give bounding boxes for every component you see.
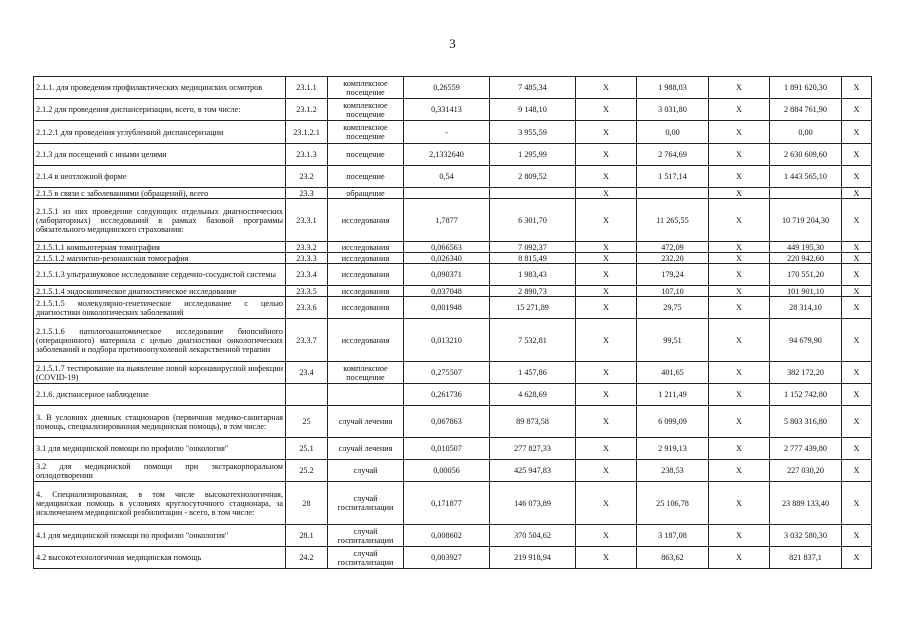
row-unit: комплексное посещение <box>328 121 404 144</box>
row-x2: X <box>709 460 770 482</box>
row-sum: 101 901,10 <box>770 286 842 297</box>
row-code: 23.3.2 <box>286 242 328 253</box>
row-x3: X <box>842 460 872 482</box>
row-sum: 2 630 609,60 <box>770 144 842 166</box>
row-unit: случай госпитализации <box>328 547 404 569</box>
row-x2: X <box>709 547 770 569</box>
row-norm: - <box>404 121 490 144</box>
row-x3: X <box>842 188 872 199</box>
row-unit: обращение <box>328 188 404 199</box>
row-norm: 0,26559 <box>404 77 490 99</box>
row-norm: 0,037048 <box>404 286 490 297</box>
row-unit: посещение <box>328 144 404 166</box>
row-name: 2.1.2 для проведения диспансеризации, всего, в том числе: <box>34 99 286 121</box>
page-number: 3 <box>449 36 456 51</box>
row-name: 3. В условиях дневных стационаров (первичная медико-санитарная помощь, специализированная медицинская помощь), в том числе: <box>34 406 286 438</box>
row-name: 2.1.2.1 для проведения углубленной диспансеризации <box>34 121 286 144</box>
row-code: 23.4 <box>286 362 328 384</box>
row-volume: 2 919,13 <box>637 438 709 460</box>
row-norm: 0,066563 <box>404 242 490 253</box>
row-norm <box>404 188 490 199</box>
row-name: 3.2 для медицинской помощи при экстракорпоральном оплодотворении <box>34 460 286 482</box>
row-x1: X <box>576 297 637 319</box>
row-cost: 277 827,33 <box>490 438 576 460</box>
row-code: 23.3.6 <box>286 297 328 319</box>
row-code: 23.2 <box>286 166 328 188</box>
row-unit: посещение <box>328 166 404 188</box>
row-norm: 2,1332640 <box>404 144 490 166</box>
row-sum: 3 032 580,30 <box>770 525 842 547</box>
row-volume: 3 187,08 <box>637 525 709 547</box>
row-code: 23.1.2.1 <box>286 121 328 144</box>
row-volume: 401,65 <box>637 362 709 384</box>
row-x2: X <box>709 121 770 144</box>
row-volume: 29,75 <box>637 297 709 319</box>
table-row <box>34 547 872 569</box>
row-norm: 0,026340 <box>404 253 490 264</box>
table-row <box>34 286 872 297</box>
row-cost: 8 815,49 <box>490 253 576 264</box>
row-name: 4.2 высокотехнологичная медицинская помощь <box>34 547 286 569</box>
row-x2: X <box>709 297 770 319</box>
row-volume: 863,62 <box>637 547 709 569</box>
row-x1: X <box>576 242 637 253</box>
row-cost: 425 947,83 <box>490 460 576 482</box>
table-row <box>34 525 872 547</box>
row-code: 23.3.1 <box>286 199 328 242</box>
row-x3: X <box>842 242 872 253</box>
row-name: 2.1.3 для посещений с иными целями <box>34 144 286 166</box>
row-x3: X <box>842 144 872 166</box>
row-sum: 382 172,20 <box>770 362 842 384</box>
row-name: 4.1 для медицинской помощи по профилю "онкология" <box>34 525 286 547</box>
row-norm: 0,008602 <box>404 525 490 547</box>
row-volume: 1 517,14 <box>637 166 709 188</box>
row-x1: X <box>576 547 637 569</box>
row-unit <box>328 384 404 406</box>
table-row <box>34 384 872 406</box>
table-row <box>34 297 872 319</box>
row-sum: 1 443 565,10 <box>770 166 842 188</box>
table-row <box>34 144 872 166</box>
row-unit: исследования <box>328 253 404 264</box>
row-x1: X <box>576 406 637 438</box>
row-unit: исследования <box>328 264 404 286</box>
table-row <box>34 460 872 482</box>
row-unit: комплексное посещение <box>328 77 404 99</box>
row-sum: 170 551,20 <box>770 264 842 286</box>
row-cost: 146 073,89 <box>490 482 576 525</box>
row-volume: 3 031,80 <box>637 99 709 121</box>
row-norm: 0,331413 <box>404 99 490 121</box>
row-volume: 2 764,69 <box>637 144 709 166</box>
row-code: 23.3.3 <box>286 253 328 264</box>
table-row <box>34 264 872 286</box>
row-name: 2.1.5.1 из них проведение следующих отдельных диагностических (лабораторных) исследований в рамках базовой программы обязательного медицинского страхования: <box>34 199 286 242</box>
row-code: 23.3.4 <box>286 264 328 286</box>
row-name: 2.1.5 в связи с заболеваниями (обращений), всего <box>34 188 286 199</box>
row-volume: 232,20 <box>637 253 709 264</box>
row-volume: 25 106,78 <box>637 482 709 525</box>
row-name: 2.1.4 в неотложной форме <box>34 166 286 188</box>
row-x3: X <box>842 362 872 384</box>
row-norm: 0,275507 <box>404 362 490 384</box>
row-sum <box>770 188 842 199</box>
row-x2: X <box>709 199 770 242</box>
row-cost: 89 873,58 <box>490 406 576 438</box>
row-sum: 0,00 <box>770 121 842 144</box>
row-x1: X <box>576 460 637 482</box>
row-sum: 227 030,20 <box>770 460 842 482</box>
row-norm: 0,003927 <box>404 547 490 569</box>
row-x1: X <box>576 144 637 166</box>
row-cost: 3 955,59 <box>490 121 576 144</box>
row-name: 3.1 для медицинской помощи по профилю "онкология" <box>34 438 286 460</box>
row-x1: X <box>576 77 637 99</box>
row-x3: X <box>842 297 872 319</box>
row-code: 23.3.5 <box>286 286 328 297</box>
row-name: 2.1.5.1.1 компьютерная томография <box>34 242 286 253</box>
row-norm: 0,090371 <box>404 264 490 286</box>
row-volume: 238,53 <box>637 460 709 482</box>
row-x3: X <box>842 482 872 525</box>
row-code: 23.3 <box>286 188 328 199</box>
row-name: 2.1.5.1.5 молекулярно-генетическое исследование с целью диагностики онкологических заболеваний <box>34 297 286 319</box>
row-cost: 2 890,73 <box>490 286 576 297</box>
row-x3: X <box>842 384 872 406</box>
row-norm: 0,001948 <box>404 297 490 319</box>
table-row <box>34 319 872 362</box>
row-x1: X <box>576 99 637 121</box>
row-x2: X <box>709 406 770 438</box>
row-x2: X <box>709 77 770 99</box>
row-volume: 11 265,55 <box>637 199 709 242</box>
row-x1: X <box>576 199 637 242</box>
row-volume: 0,00 <box>637 121 709 144</box>
row-unit: случай <box>328 460 404 482</box>
row-cost: 1 295,99 <box>490 144 576 166</box>
row-x3: X <box>842 253 872 264</box>
table-row <box>34 166 872 188</box>
row-sum: 5 803 316,80 <box>770 406 842 438</box>
row-cost: 4 628,69 <box>490 384 576 406</box>
row-code: 28 <box>286 482 328 525</box>
row-code: 23.1.1 <box>286 77 328 99</box>
row-volume <box>637 188 709 199</box>
row-code: 24.2 <box>286 547 328 569</box>
row-sum: 220 942,60 <box>770 253 842 264</box>
row-unit: комплексное посещение <box>328 99 404 121</box>
row-x2: X <box>709 144 770 166</box>
row-cost: 7 092,37 <box>490 242 576 253</box>
row-cost: 370 504,62 <box>490 525 576 547</box>
row-x2: X <box>709 264 770 286</box>
row-x3: X <box>842 199 872 242</box>
table-row <box>34 406 872 438</box>
row-norm: 0,067863 <box>404 406 490 438</box>
row-sum: 28 314,10 <box>770 297 842 319</box>
row-unit: комплексное посещение <box>328 362 404 384</box>
table-row <box>34 199 872 242</box>
row-unit: исследования <box>328 297 404 319</box>
row-x3: X <box>842 406 872 438</box>
tariff-table <box>33 76 872 569</box>
row-x1: X <box>576 253 637 264</box>
row-code: 23.1.2 <box>286 99 328 121</box>
row-code: 28.1 <box>286 525 328 547</box>
row-unit: исследования <box>328 319 404 362</box>
row-unit: исследования <box>328 286 404 297</box>
row-norm: 0,54 <box>404 166 490 188</box>
row-sum: 1 891 620,30 <box>770 77 842 99</box>
table-row <box>34 362 872 384</box>
row-sum: 449 195,30 <box>770 242 842 253</box>
row-name: 2.1.5.1.7 тестирование на выявление новой коронавирусной инфекции (COVID-19) <box>34 362 286 384</box>
row-cost: 1 457,86 <box>490 362 576 384</box>
row-x3: X <box>842 264 872 286</box>
row-x3: X <box>842 438 872 460</box>
table-row <box>34 253 872 264</box>
row-volume: 472,09 <box>637 242 709 253</box>
row-x2: X <box>709 482 770 525</box>
row-x2: X <box>709 525 770 547</box>
row-norm: 0,00056 <box>404 460 490 482</box>
row-name: 2.1.1. для проведения профилактических медицинских осмотров <box>34 77 286 99</box>
row-x2: X <box>709 99 770 121</box>
row-x3: X <box>842 99 872 121</box>
table-row <box>34 438 872 460</box>
row-cost: 7 485,34 <box>490 77 576 99</box>
row-x2: X <box>709 253 770 264</box>
row-code: 23.1.3 <box>286 144 328 166</box>
row-x3: X <box>842 121 872 144</box>
row-x1: X <box>576 438 637 460</box>
table-row <box>34 121 872 144</box>
row-sum: 94 679,90 <box>770 319 842 362</box>
row-cost <box>490 188 576 199</box>
row-x2: X <box>709 188 770 199</box>
row-x2: X <box>709 319 770 362</box>
row-cost: 9 148,10 <box>490 99 576 121</box>
row-name: 2.1.5.1.4 эндоскопическое диагностическое исследование <box>34 286 286 297</box>
row-x1: X <box>576 525 637 547</box>
row-cost: 219 918,94 <box>490 547 576 569</box>
row-name: 2.1.5.1.6 патологоанатомическое исследование биопсийного (операционного) материала с целью диагностики онкологических заболеваний и подбора противоопухолевой лекарственной терапии <box>34 319 286 362</box>
row-sum: 23 889 133,40 <box>770 482 842 525</box>
row-x1: X <box>576 362 637 384</box>
row-name: 2.1.5.1.3 ультразвуковое исследование сердечно-сосудистой системы <box>34 264 286 286</box>
row-sum: 2 884 761,90 <box>770 99 842 121</box>
row-name: 2.1.6. диспансерное наблюдение <box>34 384 286 406</box>
row-x1: X <box>576 121 637 144</box>
row-x3: X <box>842 77 872 99</box>
row-cost: 7 532,81 <box>490 319 576 362</box>
row-norm: 0,010507 <box>404 438 490 460</box>
row-x2: X <box>709 362 770 384</box>
row-unit: случай лечения <box>328 406 404 438</box>
row-volume: 179,24 <box>637 264 709 286</box>
row-name: 2.1.5.1.2 магнитно-резонансная томография <box>34 253 286 264</box>
row-code <box>286 384 328 406</box>
table-row <box>34 77 872 99</box>
row-x2: X <box>709 384 770 406</box>
row-code: 23.3.7 <box>286 319 328 362</box>
row-sum: 1 152 742,80 <box>770 384 842 406</box>
row-norm: 0,171877 <box>404 482 490 525</box>
row-code: 25 <box>286 406 328 438</box>
row-volume: 1 211,49 <box>637 384 709 406</box>
row-x1: X <box>576 188 637 199</box>
row-sum: 2 777 439,80 <box>770 438 842 460</box>
row-sum: 821 837,1 <box>770 547 842 569</box>
table-row <box>34 482 872 525</box>
row-cost: 15 271,89 <box>490 297 576 319</box>
row-x3: X <box>842 286 872 297</box>
row-x1: X <box>576 286 637 297</box>
row-code: 25.1 <box>286 438 328 460</box>
row-x1: X <box>576 482 637 525</box>
row-code: 25.2 <box>286 460 328 482</box>
row-x3: X <box>842 525 872 547</box>
row-norm: 0,261736 <box>404 384 490 406</box>
row-volume: 1 988,03 <box>637 77 709 99</box>
table-row <box>34 242 872 253</box>
row-volume: 99,51 <box>637 319 709 362</box>
row-x2: X <box>709 286 770 297</box>
row-x3: X <box>842 166 872 188</box>
row-x1: X <box>576 264 637 286</box>
row-x3: X <box>842 547 872 569</box>
row-name: 4. Специализированная, в том числе высокотехнологичная, медицинская помощь в условиях круглосуточного стационара, за исключением медицинской реабилитации - всего, в том числе: <box>34 482 286 525</box>
row-sum: 10 719 204,30 <box>770 199 842 242</box>
row-cost: 2 809,52 <box>490 166 576 188</box>
row-norm: 0,013210 <box>404 319 490 362</box>
row-cost: 6 301,70 <box>490 199 576 242</box>
row-unit: случай лечения <box>328 438 404 460</box>
row-volume: 6 099,09 <box>637 406 709 438</box>
row-x3: X <box>842 319 872 362</box>
row-unit: случай госпитализации <box>328 525 404 547</box>
row-unit: исследования <box>328 242 404 253</box>
row-x1: X <box>576 384 637 406</box>
row-x1: X <box>576 166 637 188</box>
row-unit: исследования <box>328 199 404 242</box>
row-x2: X <box>709 242 770 253</box>
row-x1: X <box>576 319 637 362</box>
row-x2: X <box>709 438 770 460</box>
row-norm: 1,7877 <box>404 199 490 242</box>
row-unit: случай госпитализации <box>328 482 404 525</box>
row-x2: X <box>709 166 770 188</box>
row-cost: 1 983,43 <box>490 264 576 286</box>
table-row <box>34 188 872 199</box>
table-row <box>34 99 872 121</box>
row-volume: 107,10 <box>637 286 709 297</box>
